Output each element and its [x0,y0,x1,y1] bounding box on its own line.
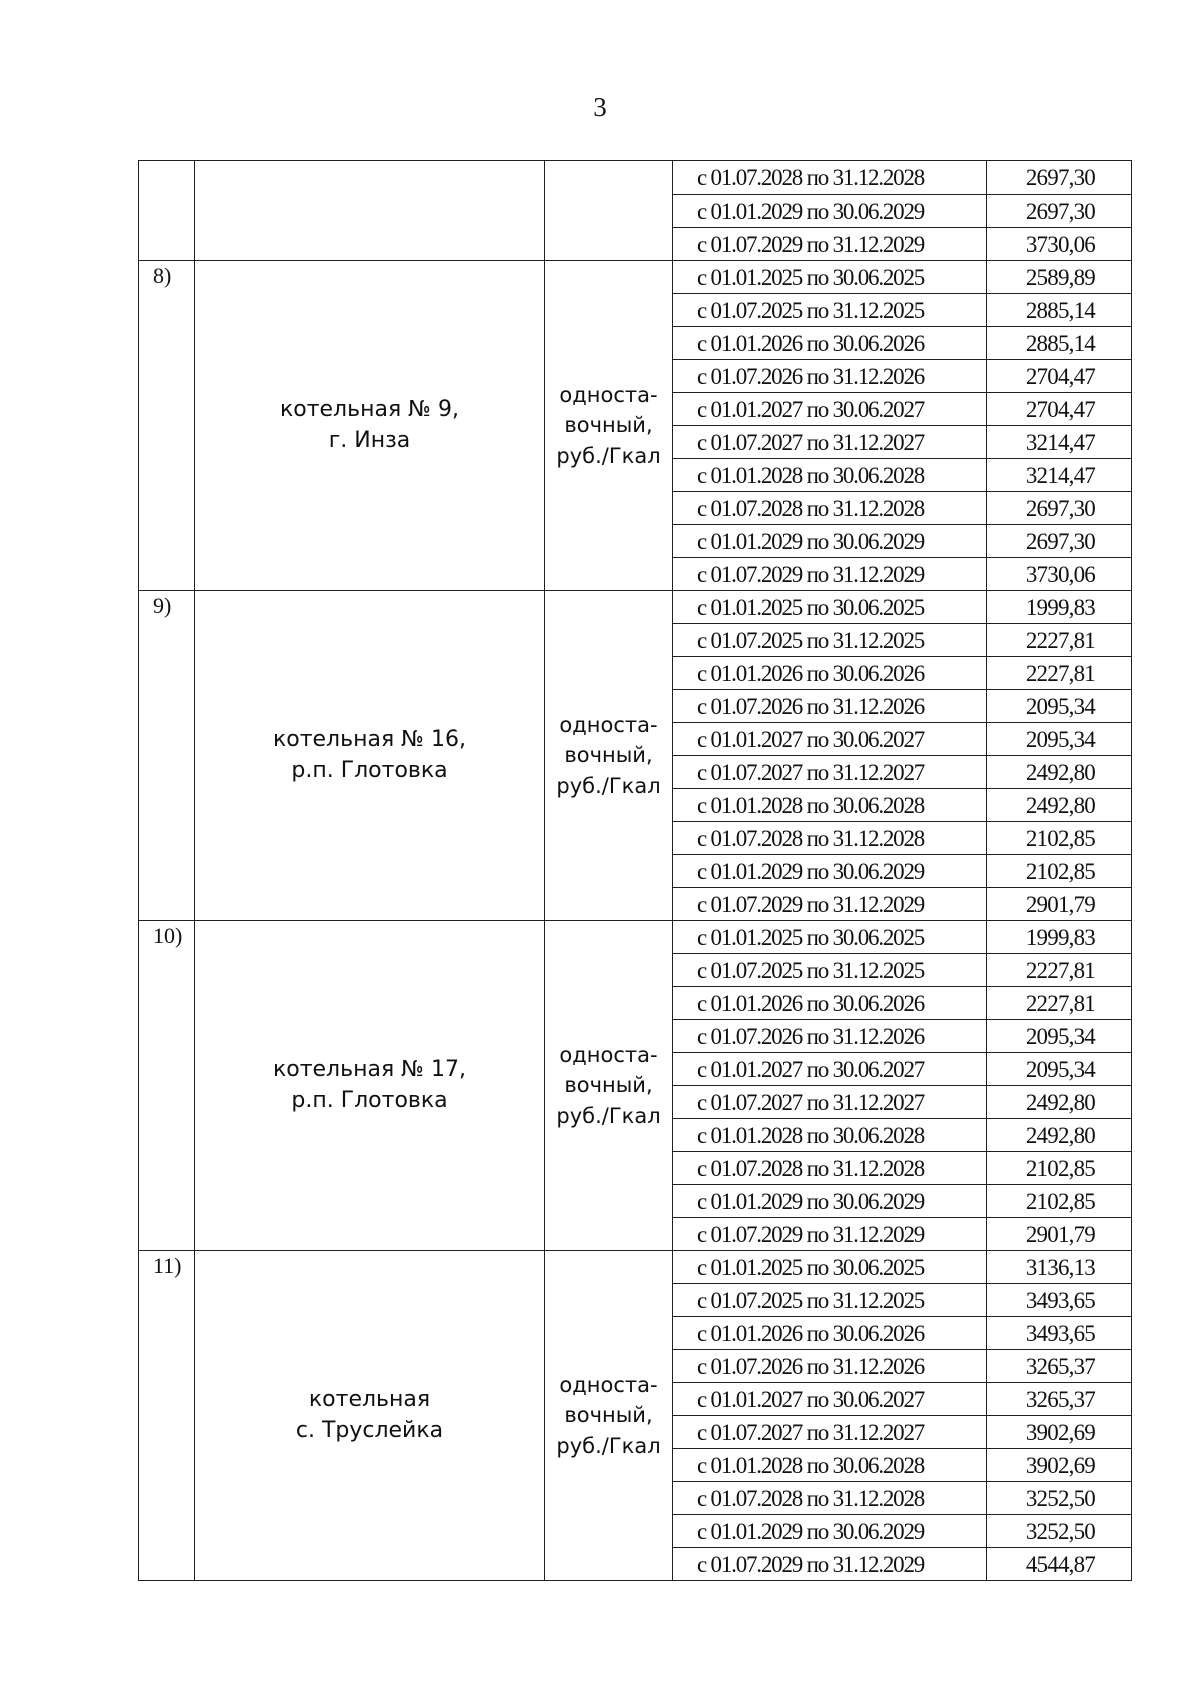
tariff-type-line: односта- [559,712,658,737]
period-cell: с 01.07.2025 по 31.12.2025 [673,954,987,987]
period-cell: с 01.07.2026 по 31.12.2026 [673,360,987,393]
tariff-type [545,1251,673,1581]
tariff-value-cell: 2095,34 [987,690,1132,723]
tariff-value-cell: 3265,37 [987,1383,1132,1416]
tariff-type-line: вочный, [564,1403,653,1428]
tariff-value-cell: 2102,85 [987,822,1132,855]
tariff-type-line: односта- [559,1372,658,1397]
boiler-house-name [195,261,545,591]
tariff-value-cell: 3265,37 [987,1350,1132,1383]
tariff-value-cell: 1999,83 [987,591,1132,624]
number-cell [139,161,195,261]
period-cell: с 01.07.2029 по 31.12.2029 [673,888,987,921]
tariff-value-cell: 2492,80 [987,756,1132,789]
tariff-type-line: руб./Гкал [556,1433,661,1458]
type-cell [545,161,673,261]
table-row [139,921,1132,954]
period-cell: с 01.07.2028 по 31.12.2028 [673,1482,987,1515]
period-cell: с 01.01.2025 по 30.06.2025 [673,921,987,954]
row-number: 8) [139,261,195,591]
tariff-value-cell: 2885,14 [987,327,1132,360]
tariff-value-cell: 2492,80 [987,1086,1132,1119]
tariff-value-cell: 3902,69 [987,1416,1132,1449]
tariff-value-cell: 2102,85 [987,855,1132,888]
tariff-type-line: вочный, [564,743,653,768]
period-cell: с 01.01.2029 по 30.06.2029 [673,855,987,888]
table-row [139,1251,1132,1284]
tariff-value-cell: 3252,50 [987,1515,1132,1548]
tariff-value-cell: 2102,85 [987,1185,1132,1218]
table-row [139,591,1132,624]
tariff-type-line: вочный, [564,1073,653,1098]
period-cell: с 01.07.2026 по 31.12.2026 [673,1350,987,1383]
tariff-type-line: односта- [559,1042,658,1067]
tariff-type-line: руб./Гкал [556,773,661,798]
period-cell: с 01.01.2029 по 30.06.2029 [673,195,987,228]
tariff-value-cell: 4544,87 [987,1548,1132,1581]
tariff-value-cell: 3902,69 [987,1449,1132,1482]
row-number: 10) [139,921,195,1251]
period-cell: с 01.01.2026 по 30.06.2026 [673,327,987,360]
boiler-house-name-line: г. Инза [328,427,411,453]
tariff-value-cell: 3730,06 [987,228,1132,261]
period-cell: с 01.01.2028 по 30.06.2028 [673,1449,987,1482]
tariff-table-body [139,161,1132,1581]
page-number: 3 [593,92,607,122]
boiler-house-name [195,1251,545,1581]
table-row [139,261,1132,294]
period-cell: с 01.01.2025 по 30.06.2025 [673,1251,987,1284]
period-cell: с 01.07.2029 по 31.12.2029 [673,1218,987,1251]
boiler-house-name-line: с. Труслейка [295,1417,444,1443]
tariff-type [545,261,673,591]
tariff-value-cell: 2589,89 [987,261,1132,294]
boiler-house-name-line: р.п. Глотовка [291,757,448,783]
tariff-value-cell: 3214,47 [987,426,1132,459]
tariff-value-cell: 2492,80 [987,789,1132,822]
period-cell: с 01.07.2027 по 31.12.2027 [673,426,987,459]
period-cell: с 01.07.2029 по 31.12.2029 [673,558,987,591]
period-cell: с 01.07.2026 по 31.12.2026 [673,1020,987,1053]
period-cell: с 01.01.2026 по 30.06.2026 [673,657,987,690]
row-number: 11) [139,1251,195,1581]
period-cell: с 01.01.2026 по 30.06.2026 [673,1317,987,1350]
tariff-value-cell: 2697,30 [987,195,1132,228]
tariff-value-cell: 2227,81 [987,987,1132,1020]
tariff-value-cell: 2697,30 [987,492,1132,525]
period-cell: с 01.01.2028 по 30.06.2028 [673,459,987,492]
period-cell: с 01.07.2027 по 31.12.2027 [673,1086,987,1119]
period-cell: с 01.01.2029 по 30.06.2029 [673,1515,987,1548]
row-number: 9) [139,591,195,921]
tariff-type [545,921,673,1251]
tariff-value-cell: 2885,14 [987,294,1132,327]
tariff-value-cell: 2492,80 [987,1119,1132,1152]
period-cell: с 01.07.2028 по 31.12.2028 [673,492,987,525]
tariff-type-line: руб./Гкал [556,1103,661,1128]
boiler-house-name [195,591,545,921]
boiler-house-name [195,921,545,1251]
tariff-type-line: руб./Гкал [556,443,661,468]
tariff-table [138,160,1132,1581]
period-cell: с 01.01.2029 по 30.06.2029 [673,1185,987,1218]
tariff-value-cell: 2697,30 [987,525,1132,558]
period-cell: с 01.07.2029 по 31.12.2029 [673,1548,987,1581]
period-cell: с 01.01.2027 по 30.06.2027 [673,723,987,756]
period-cell: с 01.01.2026 по 30.06.2026 [673,987,987,1020]
tariff-type [545,591,673,921]
boiler-house-name-line: котельная № 16, [272,726,467,752]
period-cell: с 01.07.2026 по 31.12.2026 [673,690,987,723]
period-cell: с 01.01.2029 по 30.06.2029 [673,525,987,558]
tariff-value-cell: 2704,47 [987,393,1132,426]
tariff-value-cell: 2901,79 [987,888,1132,921]
table-row [139,161,1132,195]
tariff-value-cell: 1999,83 [987,921,1132,954]
tariff-value-cell: 2697,30 [987,161,1132,195]
tariff-value-cell: 3252,50 [987,1482,1132,1515]
tariff-value-cell: 2095,34 [987,723,1132,756]
period-cell: с 01.01.2028 по 30.06.2028 [673,1119,987,1152]
boiler-house-name-line: р.п. Глотовка [291,1087,448,1113]
boiler-house-name-line: котельная [308,1386,431,1412]
tariff-value-cell: 2901,79 [987,1218,1132,1251]
period-cell: с 01.07.2025 по 31.12.2025 [673,624,987,657]
period-cell: с 01.07.2028 по 31.12.2028 [673,822,987,855]
tariff-value-cell: 2227,81 [987,954,1132,987]
period-cell: с 01.01.2028 по 30.06.2028 [673,789,987,822]
tariff-value-cell: 3730,06 [987,558,1132,591]
tariff-value-cell: 2227,81 [987,624,1132,657]
tariff-value-cell: 2095,34 [987,1053,1132,1086]
period-cell: с 01.01.2027 по 30.06.2027 [673,393,987,426]
object-cell [195,161,545,261]
tariff-value-cell: 2227,81 [987,657,1132,690]
period-cell: с 01.07.2025 по 31.12.2025 [673,294,987,327]
tariff-value-cell: 3214,47 [987,459,1132,492]
period-cell: с 01.07.2028 по 31.12.2028 [673,161,987,195]
period-cell: с 01.07.2027 по 31.12.2027 [673,756,987,789]
tariff-value-cell: 2095,34 [987,1020,1132,1053]
period-cell: с 01.01.2025 по 30.06.2025 [673,591,987,624]
tariff-value-cell: 2102,85 [987,1152,1132,1185]
period-cell: с 01.01.2027 по 30.06.2027 [673,1383,987,1416]
period-cell: с 01.07.2028 по 31.12.2028 [673,1152,987,1185]
period-cell: с 01.07.2029 по 31.12.2029 [673,228,987,261]
boiler-house-name-line: котельная № 17, [272,1056,467,1082]
tariff-value-cell: 3493,65 [987,1284,1132,1317]
tariff-type-line: односта- [559,382,658,407]
tariff-value-cell: 2704,47 [987,360,1132,393]
tariff-type-line: вочный, [564,413,653,438]
period-cell: с 01.01.2027 по 30.06.2027 [673,1053,987,1086]
tariff-value-cell: 3493,65 [987,1317,1132,1350]
tariff-value-cell: 3136,13 [987,1251,1132,1284]
boiler-house-name-line: котельная № 9, [279,396,460,422]
period-cell: с 01.01.2025 по 30.06.2025 [673,261,987,294]
period-cell: с 01.07.2027 по 31.12.2027 [673,1416,987,1449]
period-cell: с 01.07.2025 по 31.12.2025 [673,1284,987,1317]
